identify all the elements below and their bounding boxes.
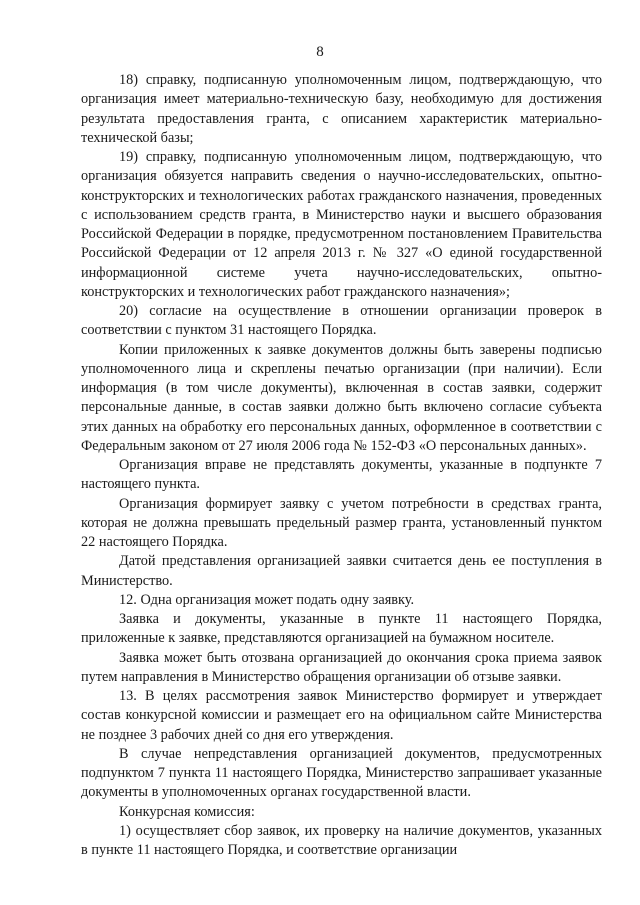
paragraph-copies: Копии приложенных к заявке документов должны быть заверены подписью уполномоченного лица и скреплены печатью организации (при наличии). Если информация (в том числе документы), включенная в состав заявки, содержит персональные данные, в состав заявки должно быть включено согласие субъекта этих данных на обработку его персональных данных, оформленное в соответствии с Федеральным законом от 27 июля 2006 года № 152-ФЗ «О персональных данных». <box>81 341 602 454</box>
paragraph-item-20: 20) согласие на осуществление в отношении организации проверок в соответствии с пунктом 31 настоящего Порядка. <box>81 303 602 339</box>
paragraph-commission: Конкурсная комиссия: <box>119 803 255 820</box>
paragraph-grant-request: Организация формирует заявку с учетом потребности в средствах гранта, которая не должна превышать предельный размер гранта, установленный пунктом 22 настоящего Порядка. <box>81 495 602 550</box>
paragraph-section-13: 13. В целях рассмотрения заявок Министерство формирует и утверждает состав конкурсной комиссии и размещает его на официальном сайте Министерства не позднее 3 рабочих дней со дня его утверждения. <box>81 688 602 743</box>
paragraph-withdrawal: Заявка может быть отозвана организацией до окончания срока приема заявок путем направления в Министерство обращения организации об отзыве заявки. <box>81 649 602 685</box>
document-body <box>81 71 602 860</box>
paragraph-item-19: 19) справку, подписанную уполномоченным лицом, подтверждающую, что организация обязуется направить сведения о научно-исследовательских, опытно-конструкторских и технологических работах гражданского назначения, проведенных с использованием средств гранта, в Министерство науки и высшего образования Российской Федерации в порядке, предусмотренном постановлением Правительства Российской Федерации от 12 апреля 2013 г. № 327 «О единой государственной информационной системе учета научно-исследовательских, опытно-конструкторских и технологических работ гражданского назначения»; <box>81 149 602 300</box>
page-number: 8 <box>316 44 324 60</box>
paragraph-commission-item-1: 1) осуществляет сбор заявок, их проверку на наличие документов, указанных в пункте 11 настоящего Порядка, и соответствие организации <box>81 822 602 858</box>
paragraph-item-18: 18) справку, подписанную уполномоченным лицом, подтверждающую, что организация имеет материально-техническую базу, необходимую для достижения результата предоставления гранта, с описанием характеристик материально-технической базы; <box>81 72 602 146</box>
paragraph-section-12: 12. Одна организация может подать одну заявку. <box>119 591 415 608</box>
paragraph-missing-docs: В случае непредставления организацией документов, предусмотренных подпунктом 7 пункта 11 настоящего Порядка, Министерство запрашивает указанные документы в уполномоченных органах государственной власти. <box>81 745 602 801</box>
paragraph-paper-format: Заявка и документы, указанные в пункте 11 настоящего Порядка, приложенные к заявке, представляются организацией на бумажном носителе. <box>81 611 602 647</box>
paragraph-submission-date: Датой представления организацией заявки считается день ее поступления в Министерство. <box>81 553 602 589</box>
paragraph-optional-docs: Организация вправе не представлять документы, указанные в подпункте 7 настоящего пункта. <box>81 457 602 493</box>
